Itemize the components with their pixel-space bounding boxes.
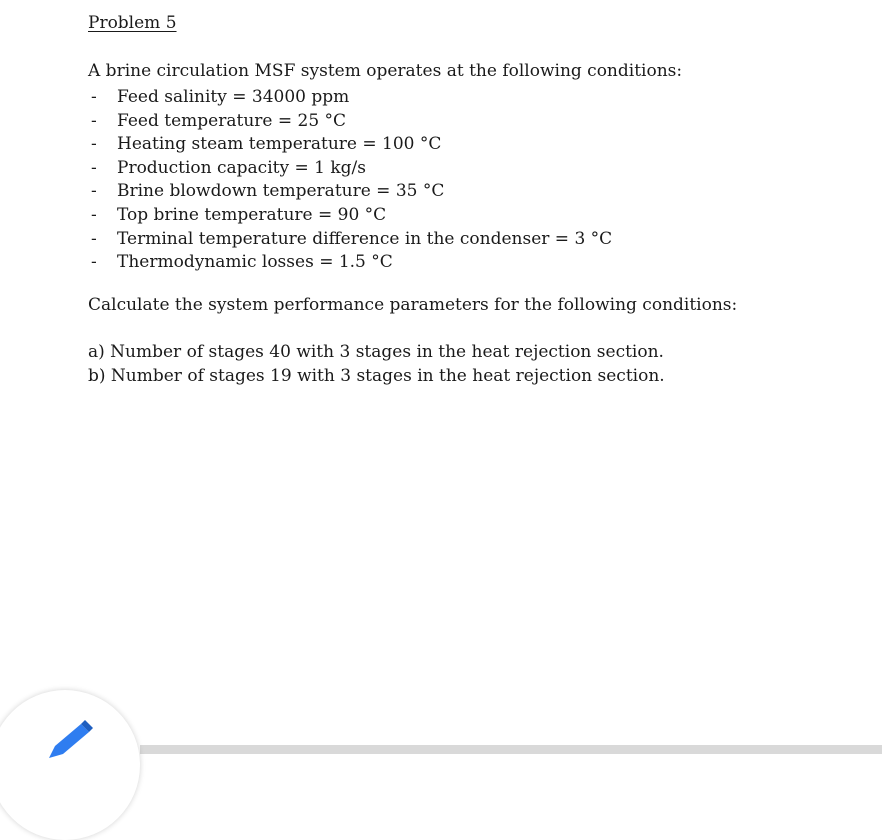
condition-text: Top brine temperature = 90 °C bbox=[117, 204, 387, 225]
condition-text: Feed temperature = 25 °C bbox=[117, 110, 347, 131]
pencil-icon[interactable] bbox=[45, 718, 105, 758]
bullet-dash: - bbox=[91, 228, 97, 249]
problem-title: Problem 5 bbox=[88, 13, 177, 33]
conditions-list bbox=[88, 86, 612, 275]
bullet-dash: - bbox=[91, 134, 97, 155]
condition-item bbox=[88, 251, 612, 275]
condition-item bbox=[88, 228, 612, 252]
question-part-b: b) Number of stages 19 with 3 stages in the heat rejection section. bbox=[88, 365, 665, 386]
condition-text: Production capacity = 1 kg/s bbox=[117, 157, 366, 178]
calculate-prompt: Calculate the system performance parameters for the following conditions: bbox=[88, 295, 738, 315]
question-parts bbox=[88, 341, 665, 388]
pencil-body bbox=[49, 724, 89, 758]
condition-text: Terminal temperature difference in the condenser = 3 °C bbox=[117, 228, 613, 249]
bottom-divider bbox=[140, 745, 882, 754]
condition-text: Brine blowdown temperature = 35 °C bbox=[117, 181, 445, 202]
condition-item bbox=[88, 204, 612, 228]
bullet-dash: - bbox=[91, 87, 97, 107]
bullet-dash: - bbox=[91, 110, 97, 131]
condition-item bbox=[88, 180, 612, 204]
condition-item bbox=[88, 133, 612, 157]
condition-item bbox=[88, 86, 612, 110]
bullet-dash: - bbox=[91, 181, 97, 202]
condition-text: Heating steam temperature = 100 °C bbox=[117, 134, 442, 155]
condition-item bbox=[88, 157, 612, 181]
bullet-dash: - bbox=[91, 157, 97, 178]
condition-text: Feed salinity = 34000 ppm bbox=[117, 87, 350, 107]
edit-button[interactable] bbox=[0, 690, 140, 840]
question-part-a: a) Number of stages 40 with 3 stages in the heat rejection section. bbox=[88, 342, 664, 362]
bullet-dash: - bbox=[91, 252, 97, 273]
condition-text: Thermodynamic losses = 1.5 °C bbox=[117, 252, 393, 273]
problem-intro: A brine circulation MSF system operates at the following conditions: bbox=[88, 61, 683, 81]
bullet-dash: - bbox=[91, 204, 97, 225]
condition-item bbox=[88, 110, 612, 134]
